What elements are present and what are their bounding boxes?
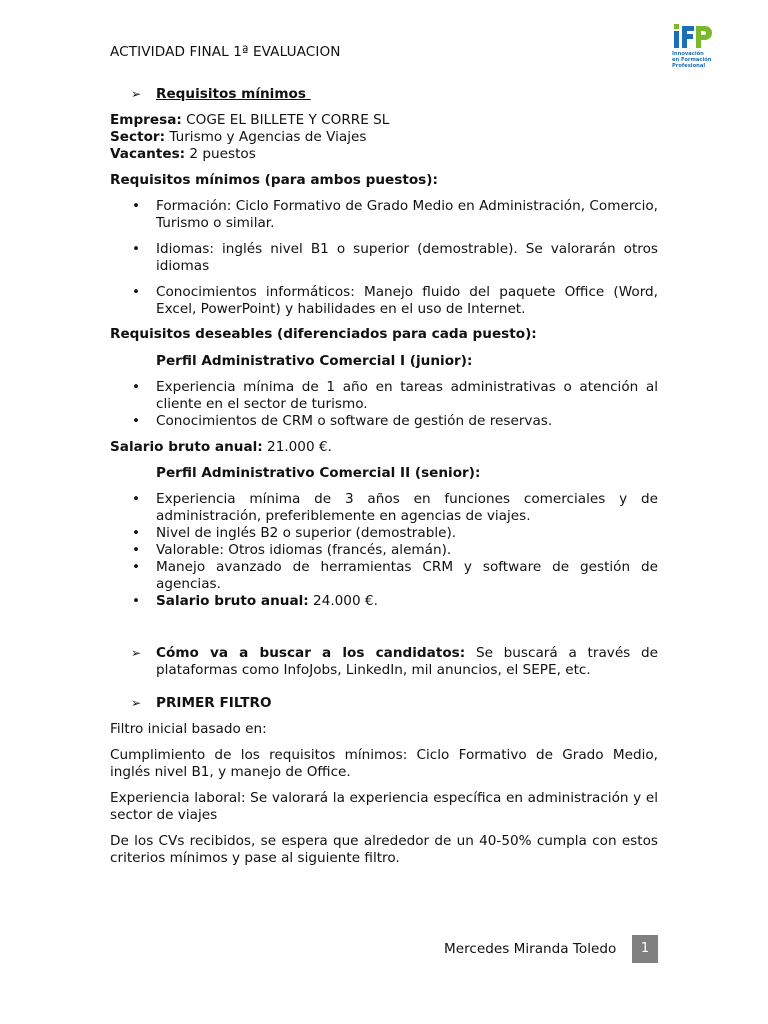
search-candidates-section: ➢ Cómo va a buscar a los candidatos: Se buscará a través de plataformas como InfoJobs, LinkedIn, mil anuncios, el SEPE, etc. bbox=[131, 645, 659, 678]
list-item: • Salario bruto anual: 24.000 €. bbox=[132, 593, 378, 609]
list-item: • Nivel de inglés B2 o superior (demostrable). bbox=[132, 525, 457, 541]
min-requirements-heading: Requisitos mínimos (para ambos puestos): bbox=[110, 172, 438, 188]
bullet-icon: • bbox=[132, 559, 141, 575]
document-body bbox=[110, 86, 658, 867]
bullet-icon: • bbox=[132, 491, 141, 507]
profile-senior-list bbox=[110, 491, 658, 610]
ifp-logo bbox=[672, 22, 724, 72]
list-item: • Valorable: Otros idiomas (francés, alemán). bbox=[132, 542, 452, 558]
bullet-icon: • bbox=[132, 241, 141, 257]
list-item: • Conocimientos informáticos: Manejo fluido del paquete Office (Word, Excel, PowerPoint) y habilidades en el uso de Internet. bbox=[132, 284, 658, 317]
list-item: • Conocimientos de CRM o software de gestión de reservas. bbox=[132, 413, 553, 429]
bullet-icon: • bbox=[132, 542, 141, 558]
ifp-logo-mark bbox=[672, 22, 724, 52]
list-item: • Experiencia mínima de 1 año en tareas administrativas o atención al cliente en el sector de turismo. bbox=[132, 379, 658, 412]
list-item: • Formación: Ciclo Formativo de Grado Medio en Administración, Comercio, Turismo o similar. bbox=[132, 198, 658, 231]
bullet-icon: • bbox=[132, 593, 141, 609]
arrow-bullet-icon: ➢ bbox=[131, 696, 142, 710]
bullet-icon: • bbox=[132, 284, 141, 300]
filter-paragraph: Filtro inicial basado en: bbox=[110, 721, 267, 737]
profile-senior-title: Perfil Administrativo Comercial II (senior): bbox=[156, 465, 481, 481]
empresa-line: Empresa: COGE EL BILLETE Y CORRE SL bbox=[110, 112, 390, 128]
bullet-icon: • bbox=[132, 525, 141, 541]
list-item: • Idiomas: inglés nivel B1 o superior (demostrable). Se valorarán otros idiomas bbox=[132, 241, 658, 274]
filter-paragraph: De los CVs recibidos, se espera que alrededor de un 40-50% cumpla con estos criterios mínimos y pase al siguiente filtro. bbox=[110, 833, 658, 866]
bullet-icon: • bbox=[132, 413, 141, 429]
bullet-icon: • bbox=[132, 198, 141, 214]
filter-paragraph: Experiencia laboral: Se valorará la experiencia específica en administración y el sector de viajes bbox=[110, 790, 658, 823]
vacantes-line: Vacantes: 2 puestos bbox=[110, 146, 256, 162]
list-item: • Manejo avanzado de herramientas CRM y software de gestión de agencias. bbox=[132, 559, 658, 592]
header-title: ACTIVIDAD FINAL 1ª EVALUACION bbox=[110, 44, 341, 60]
sector-line: Sector: Turismo y Agencias de Viajes bbox=[110, 129, 367, 145]
desirable-requirements-heading: Requisitos deseables (diferenciados para cada puesto): bbox=[110, 326, 537, 342]
profile-junior-list bbox=[110, 379, 658, 430]
footer-author: Mercedes Miranda Toledo bbox=[444, 941, 617, 957]
filter-paragraph: Cumplimiento de los requisitos mínimos: Ciclo Formativo de Grado Medio, inglés nivel B1, y manejo de Office. bbox=[110, 747, 658, 780]
salary-junior: Salario bruto anual: 21.000 €. bbox=[110, 439, 332, 455]
list-item: • Experiencia mínima de 3 años en funciones comerciales y de administración, preferiblemente en agencias de viajes. bbox=[132, 491, 658, 524]
bullet-icon: • bbox=[132, 379, 141, 395]
section-heading-requisitos: ➢ Requisitos mínimos bbox=[131, 86, 306, 102]
min-requirements-list bbox=[110, 198, 658, 318]
arrow-bullet-icon: ➢ bbox=[131, 87, 142, 101]
profile-junior-title: Perfil Administrativo Comercial I (junior): bbox=[156, 353, 473, 369]
arrow-bullet-icon: ➢ bbox=[131, 646, 142, 660]
ifp-logo-text: Innovación en Formación Profesional bbox=[672, 51, 712, 69]
page-number-badge: 1 bbox=[632, 935, 658, 963]
section-heading-primer-filtro: ➢ PRIMER FILTRO bbox=[131, 695, 272, 711]
